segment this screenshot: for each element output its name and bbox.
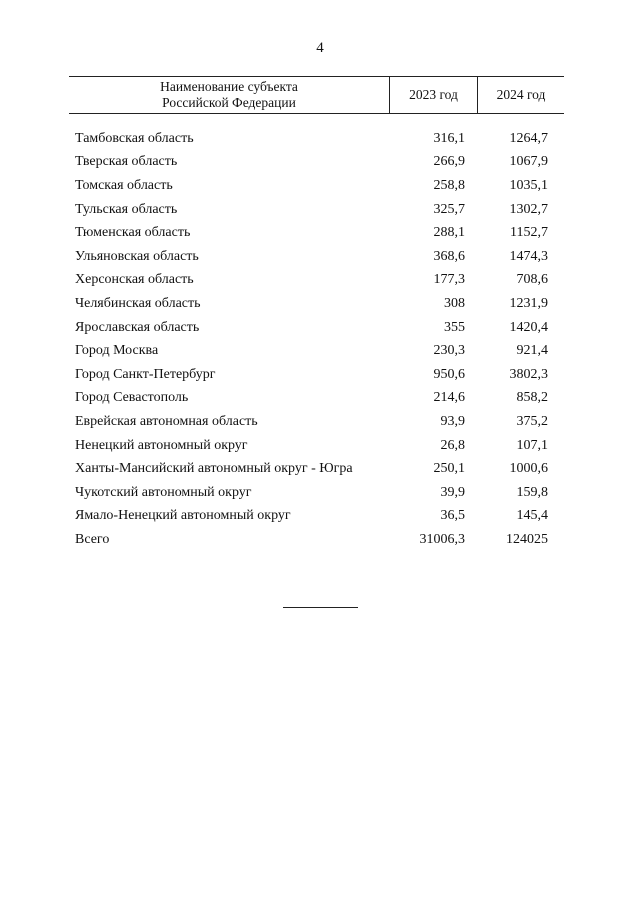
row-subject-name: Ярославская область [75, 319, 200, 335]
row-value-2023: 368,6 [433, 248, 465, 264]
row-subject-name: Тюменская область [75, 225, 191, 241]
header-subject-line2: Российской Федерации [162, 95, 296, 110]
row-subject-name: Тамбовская область [75, 130, 194, 146]
table-row [75, 434, 555, 458]
row-subject-name: Чукотский автономный округ [75, 484, 252, 500]
row-value-2023: 288,1 [433, 225, 465, 241]
table-row [75, 528, 555, 552]
row-value-2023: 258,8 [433, 177, 465, 193]
row-subject-name: Город Москва [75, 343, 159, 359]
row-value-2023: 214,6 [433, 390, 465, 406]
row-value-2024: 708,6 [516, 272, 548, 288]
table-row [75, 505, 555, 529]
row-subject-name: Ханты-Мансийский автономный округ - Югра [75, 461, 353, 477]
row-subject-name: Город Севастополь [75, 390, 189, 406]
table-row [75, 292, 555, 316]
row-value-2023: 230,3 [433, 343, 465, 359]
table-header [69, 76, 564, 114]
table-row [75, 410, 555, 434]
row-value-2024: 1000,6 [509, 461, 548, 477]
row-subject-name: Город Санкт-Петербург [75, 366, 216, 382]
table-row [75, 363, 555, 387]
row-value-2024: 921,4 [516, 343, 548, 359]
table-row [75, 269, 555, 293]
table-row [75, 316, 555, 340]
row-value-2024: 1231,9 [509, 295, 548, 311]
row-value-2024: 1152,7 [510, 225, 548, 241]
page-number: 4 [316, 40, 324, 56]
row-value-2023: 93,9 [440, 413, 465, 429]
row-value-2023: 355 [444, 319, 465, 335]
row-value-2024: 1474,3 [509, 248, 548, 264]
row-subject-name: Херсонская область [75, 272, 194, 288]
row-value-2024: 1420,4 [509, 319, 548, 335]
table-body [75, 127, 555, 552]
row-subject-name: Челябинская область [75, 295, 201, 311]
table-row [75, 481, 555, 505]
row-subject-name: Томская область [75, 177, 173, 193]
row-value-2024: 1302,7 [509, 201, 548, 217]
row-value-2023: 36,5 [440, 508, 465, 524]
table-row [75, 151, 555, 175]
row-subject-name: Ульяновская область [75, 248, 199, 264]
row-value-2024: 375,2 [516, 413, 548, 429]
header-subject-name [69, 77, 389, 113]
row-subject-name: Всего [75, 531, 110, 547]
table-row [75, 198, 555, 222]
table-row [75, 339, 555, 363]
row-value-2023: 950,6 [433, 366, 465, 382]
row-value-2024: 159,8 [516, 484, 548, 500]
row-value-2023: 308 [444, 295, 465, 311]
row-subject-name: Ненецкий автономный округ [75, 437, 248, 453]
row-value-2024: 858,2 [516, 390, 548, 406]
row-value-2024: 3802,3 [509, 366, 548, 382]
header-year-2024: 2024 год [477, 77, 564, 113]
end-divider [283, 607, 358, 608]
row-value-2024: 145,4 [516, 508, 548, 524]
table-row [75, 221, 555, 245]
row-value-2024: 1067,9 [509, 154, 548, 170]
row-subject-name: Еврейская автономная область [75, 413, 258, 429]
header-year-2023: 2023 год [389, 77, 477, 113]
row-subject-name: Ямало-Ненецкий автономный округ [75, 508, 291, 524]
row-subject-name: Тверская область [75, 154, 178, 170]
table-row [75, 127, 555, 151]
row-value-2024: 124025 [506, 531, 548, 547]
table-row [75, 245, 555, 269]
row-value-2024: 1035,1 [509, 177, 548, 193]
row-value-2023: 31006,3 [419, 531, 465, 547]
header-subject-line1: Наименование субъекта [160, 79, 298, 94]
row-subject-name: Тульская область [75, 201, 178, 217]
row-value-2023: 266,9 [433, 154, 465, 170]
row-value-2023: 177,3 [433, 272, 465, 288]
table-row [75, 457, 555, 481]
row-value-2023: 39,9 [440, 484, 465, 500]
table-row [75, 174, 555, 198]
row-value-2023: 316,1 [433, 130, 465, 146]
row-value-2023: 26,8 [440, 437, 465, 453]
row-value-2023: 325,7 [433, 201, 465, 217]
table-row [75, 387, 555, 411]
row-value-2024: 107,1 [516, 437, 548, 453]
row-value-2023: 250,1 [433, 461, 465, 477]
row-value-2024: 1264,7 [509, 130, 548, 146]
